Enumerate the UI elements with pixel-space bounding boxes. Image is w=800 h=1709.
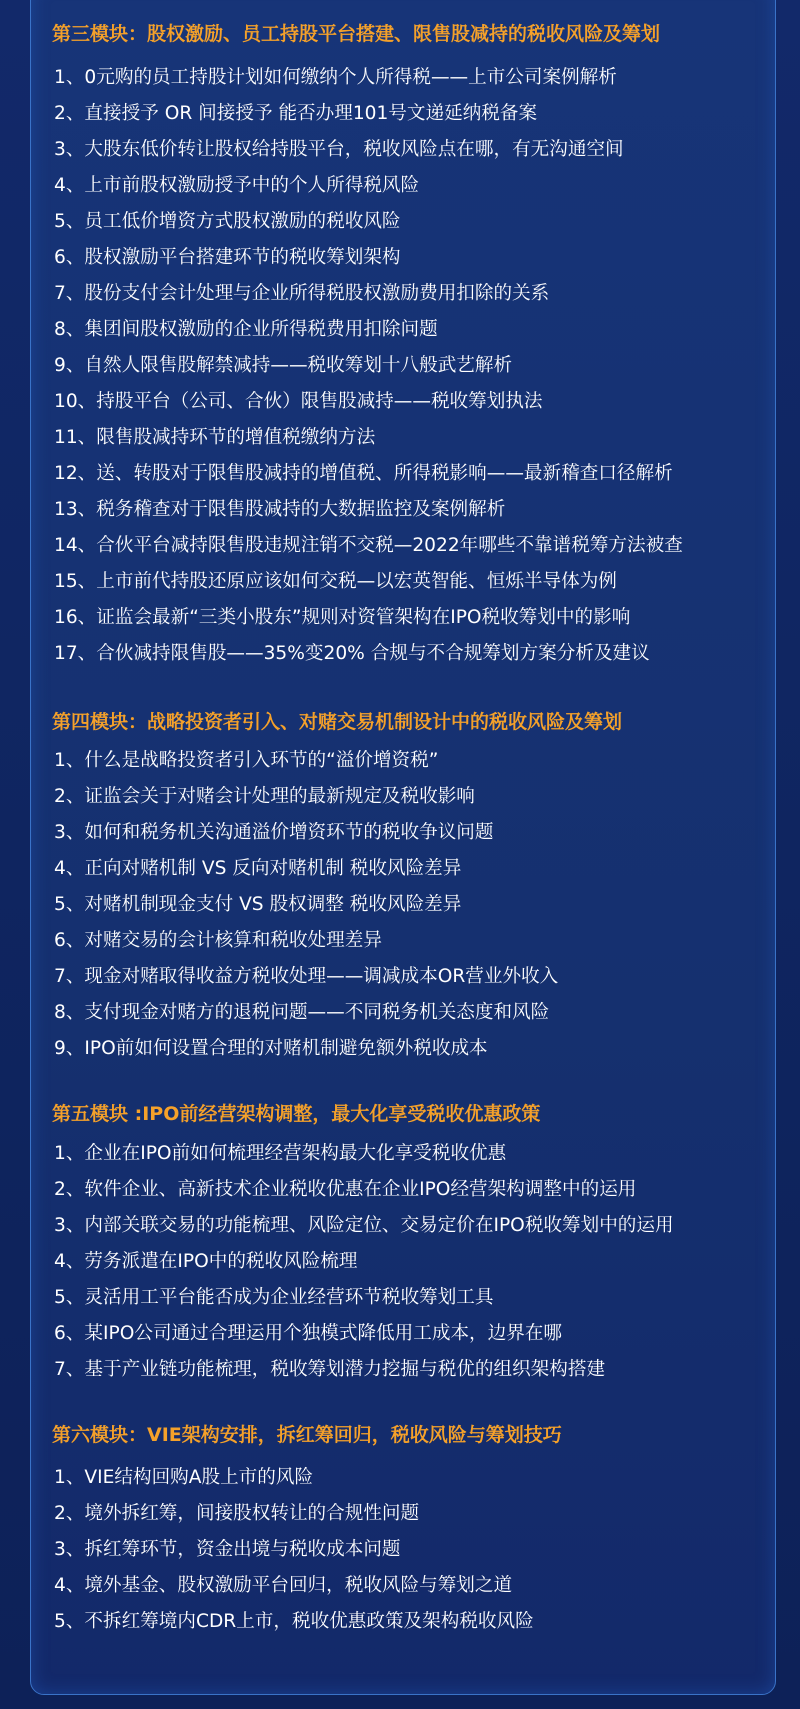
list-item: 4、劳务派遣在IPO中的税收风险梳理 bbox=[54, 1251, 358, 1272]
list-item: 6、对赌交易的会计核算和税收处理差异 bbox=[54, 930, 382, 951]
list-item: 6、某IPO公司通过合理运用个独模式降低用工成本，边界在哪 bbox=[54, 1323, 563, 1344]
list-item: 6、股权激励平台搭建环节的税收筹划架构 bbox=[54, 247, 401, 268]
list-item: 4、正向对赌机制 VS 反向对赌机制 税收风险差异 bbox=[54, 858, 462, 879]
list-item: 2、直接授予 OR 间接授予 能否办理101号文递延纳税备案 bbox=[54, 103, 538, 124]
list-item: 2、证监会关于对赌会计处理的最新规定及税收影响 bbox=[54, 786, 475, 807]
section-title-3: 第三模块：股权激励、员工持股平台搭建、限售股减持的税收风险及筹划 bbox=[52, 23, 661, 45]
section-title-5: 第五模块 :IPO前经营架构调整，最大化享受税收优惠政策 bbox=[52, 1103, 541, 1125]
list-item: 1、企业在IPO前如何梳理经营架构最大化享受税收优惠 bbox=[54, 1143, 507, 1164]
list-item: 11、限售股减持环节的增值税缴纳方法 bbox=[54, 427, 376, 448]
list-item: 8、集团间股权激励的企业所得税费用扣除问题 bbox=[54, 319, 438, 340]
list-item: 3、内部关联交易的功能梳理、风险定位、交易定价在IPO税收筹划中的运用 bbox=[54, 1215, 674, 1236]
list-item: 3、大股东低价转让股权给持股平台，税收风险点在哪，有无沟通空间 bbox=[54, 139, 624, 160]
list-item: 7、股份支付会计处理与企业所得税股权激励费用扣除的关系 bbox=[54, 283, 550, 304]
list-item: 14、合伙平台减持限售股违规注销不交税—2022年哪些不靠谱税筹方法被查 bbox=[54, 535, 683, 556]
list-item: 12、送、转股对于限售股减持的增值税、所得税影响——最新稽查口径解析 bbox=[54, 463, 673, 484]
list-item: 4、境外基金、股权激励平台回归，税收风险与筹划之道 bbox=[54, 1575, 513, 1596]
list-item: 1、0元购的员工持股计划如何缴纳个人所得税——上市公司案例解析 bbox=[54, 67, 617, 88]
list-item: 3、如何和税务机关沟通溢价增资环节的税收争议问题 bbox=[54, 822, 494, 843]
list-item: 2、境外拆红筹，间接股权转让的合规性问题 bbox=[54, 1503, 420, 1524]
list-item: 16、证监会最新“三类小股东”规则对资管架构在IPO税收筹划中的影响 bbox=[54, 607, 631, 628]
list-item: 15、上市前代持股还原应该如何交税—以宏英智能、恒烁半导体为例 bbox=[54, 571, 617, 592]
list-item: 10、持股平台（公司、合伙）限售股减持——税收筹划执法 bbox=[54, 391, 543, 412]
list-item: 2、软件企业、高新技术企业税收优惠在企业IPO经营架构调整中的运用 bbox=[54, 1179, 637, 1200]
list-item: 9、IPO前如何设置合理的对赌机制避免额外税收成本 bbox=[54, 1038, 488, 1059]
list-item: 5、对赌机制现金支付 VS 股权调整 税收风险差异 bbox=[54, 894, 462, 915]
section-title-4: 第四模块：战略投资者引入、对赌交易机制设计中的税收风险及筹划 bbox=[52, 711, 623, 733]
list-item: 4、上市前股权激励授予中的个人所得税风险 bbox=[54, 175, 420, 196]
list-item: 5、不拆红筹境内CDR上市，税收优惠政策及架构税收风险 bbox=[54, 1611, 534, 1632]
list-item: 8、支付现金对赌方的退税问题——不同税务机关态度和风险 bbox=[54, 1002, 550, 1023]
list-item: 7、基于产业链功能梳理，税收筹划潜力挖掘与税优的组织架构搭建 bbox=[54, 1359, 606, 1380]
list-item: 1、VIE结构回购A股上市的风险 bbox=[54, 1467, 314, 1488]
list-item: 1、什么是战略投资者引入环节的“溢价增资税” bbox=[54, 750, 439, 771]
list-item: 9、自然人限售股解禁减持——税收筹划十八般武艺解析 bbox=[54, 355, 513, 376]
section-title-6: 第六模块：VIE架构安排，拆红筹回归，税收风险与筹划技巧 bbox=[52, 1424, 562, 1446]
list-item: 3、拆红筹环节，资金出境与税收成本问题 bbox=[54, 1539, 401, 1560]
list-item: 17、合伙减持限售股——35%变20% 合规与不合规筹划方案分析及建议 bbox=[54, 643, 650, 664]
list-item: 13、税务稽查对于限售股减持的大数据监控及案例解析 bbox=[54, 499, 506, 520]
list-item: 5、灵活用工平台能否成为企业经营环节税收筹划工具 bbox=[54, 1287, 494, 1308]
list-item: 7、现金对赌取得收益方税收处理——调减成本OR营业外收入 bbox=[54, 966, 559, 987]
list-item: 5、员工低价增资方式股权激励的税收风险 bbox=[54, 211, 401, 232]
